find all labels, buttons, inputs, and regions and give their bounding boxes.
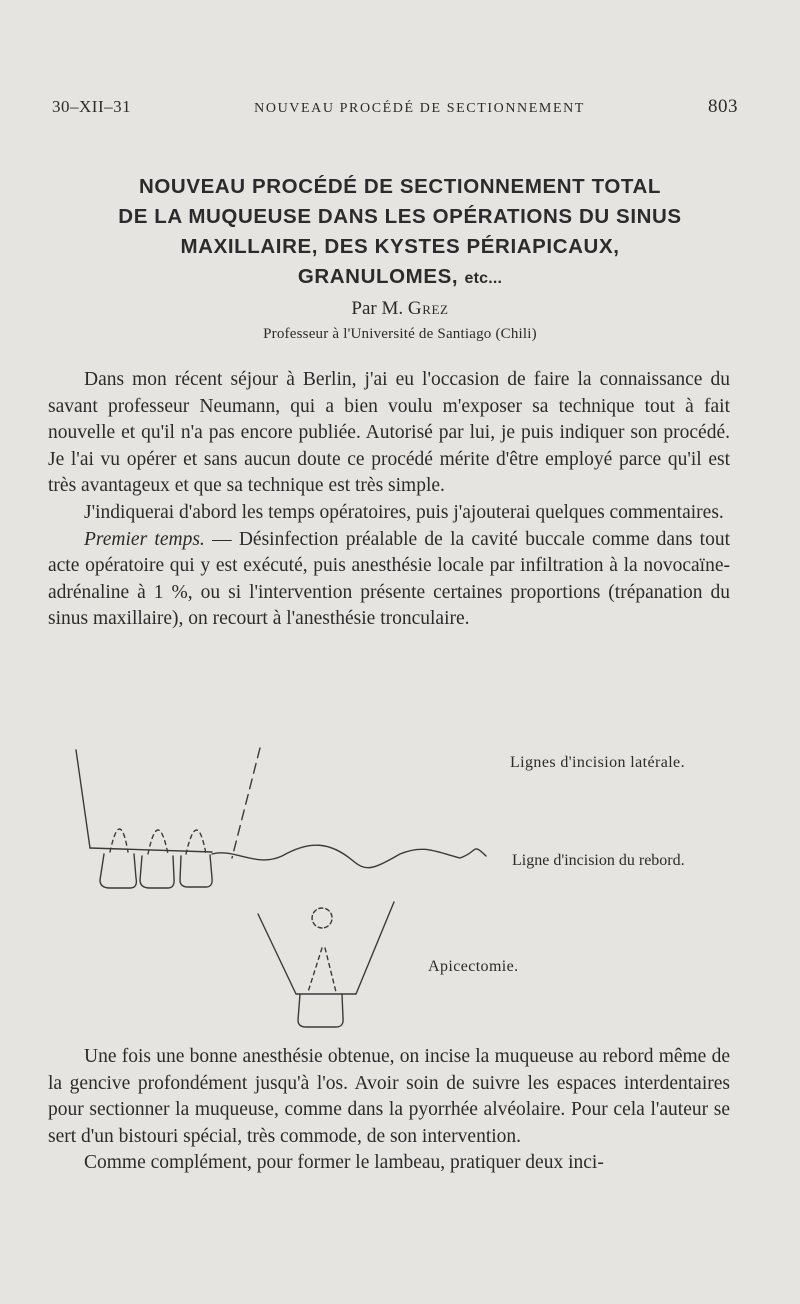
rebord-incision-wave	[212, 845, 486, 868]
article-title	[40, 172, 760, 294]
paragraph-1: Dans mon récent séjour à Berlin, j'ai eu l'occasion de faire la connaissance du savant professeur Neumann, qui a bien voulu m'exposer sa technique tout à fait nouvelle et qu'il n'a pas encore publiée. Autorisé par lui, je puis indiquer son procédé. Je l'ai vu opérer et sans aucun doute ce procédé mérite d'être employé parce qu'il est très avantageux et que sa technique est très simple.	[48, 369, 730, 497]
apicectomy-root-right	[325, 948, 336, 992]
incision-diagram	[60, 740, 760, 1040]
title-line-2: DE LA MUQUEUSE DANS LES OPÉRATIONS DU SINUS	[118, 205, 682, 228]
tooth-3	[180, 855, 212, 887]
paragraph-4: Une fois une bonne anesthésie obtenue, on incise la muqueuse au rebord même de la gencive profondément jusqu'à l'os. Avoir soin de suivre les espaces interdentaires pour sectionner la muqueuse, comme dans la pyorrhée alvéolaire. Pour cela l'auteur se sert d'un bistouri spécial, très commode, de son intervention.	[48, 1046, 730, 1147]
title-last-word: GRANULOMES,	[297, 265, 459, 288]
tooth-3-root	[186, 830, 206, 854]
right-lateral-incision-line	[232, 748, 260, 858]
gum-margin-line	[90, 848, 212, 852]
author-affiliation: Professeur à l'Université de Santiago (Chili)	[263, 326, 537, 342]
label-apicectomy: Apicectomie.	[428, 958, 519, 975]
running-head	[52, 96, 738, 118]
author-name: Grez	[407, 298, 449, 319]
page-number: 803	[708, 96, 738, 117]
apicectomy-tooth	[298, 994, 343, 1027]
running-head-title: NOUVEAU PROCÉDÉ DE SECTIONNEMENT	[254, 101, 585, 116]
apicectomy-right-incision	[356, 902, 394, 994]
label-lateral-incisions: Lignes d'incision latérale.	[510, 754, 685, 771]
byline-prefix: Par M.	[351, 298, 404, 319]
running-head-date: 30–XII–31	[52, 97, 132, 116]
incision-figure	[60, 740, 760, 1040]
title-line-1: NOUVEAU PROCÉDÉ DE SECTIONNEMENT TOTAL	[138, 175, 662, 198]
apicectomy-root-left	[308, 948, 322, 992]
body-text-bottom	[48, 1044, 730, 1177]
body-text-top	[48, 367, 730, 633]
tooth-2	[140, 856, 174, 888]
apicectomy-apex-window	[312, 908, 332, 928]
paragraph-3	[48, 527, 730, 633]
tooth-1	[100, 854, 136, 888]
apicectomy-left-incision	[258, 914, 296, 994]
left-lateral-incision-line	[76, 750, 90, 848]
paragraph-3-lead: Premier temps.	[84, 528, 205, 550]
paragraph-3-text: — Désinfection préalable de la cavité buccale comme dans tout acte opératoire qui y est exécuté, puis anesthésie locale par infiltration à la novocaïne-adrénaline à 1 %, ou si l'intervention présente certaines proportions (trépanation du sinus maxillaire), on recourt à l'anesthésie tronculaire.	[48, 528, 731, 630]
title-line-3: MAXILLAIRE, DES KYSTES PÉRIAPICAUX,	[180, 235, 620, 258]
paragraph-5: Comme complément, pour former le lambeau, pratiquer deux inci-	[84, 1152, 604, 1174]
title-line-4	[40, 262, 760, 294]
byline	[0, 298, 800, 320]
label-rebord-incision: Ligne d'incision du rebord.	[512, 852, 685, 869]
title-etc: etc...	[464, 270, 503, 287]
paragraph-2: J'indiquerai d'abord les temps opératoires, puis j'ajouterai quelques commentaires.	[84, 501, 724, 523]
